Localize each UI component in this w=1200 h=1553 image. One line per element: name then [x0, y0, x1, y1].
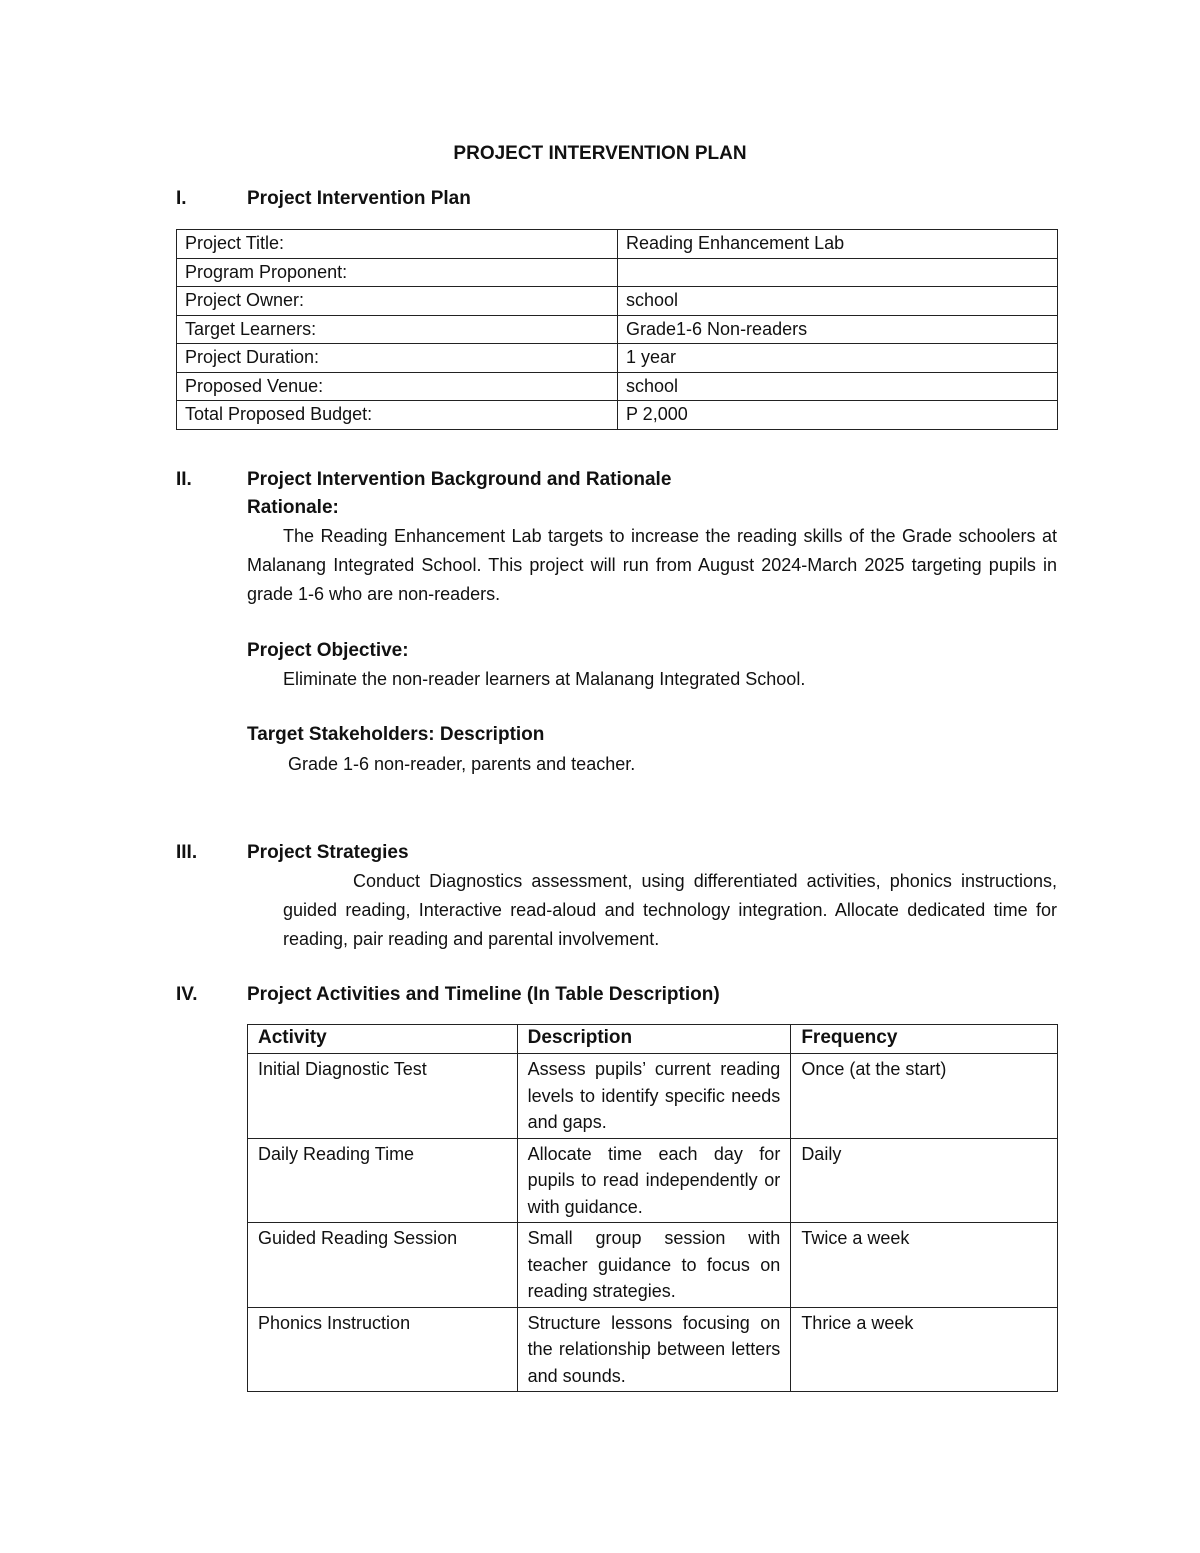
table-cell-label: Proposed Venue:: [177, 372, 618, 401]
column-header-frequency: Frequency: [791, 1025, 1058, 1054]
project-info-table: [176, 229, 1058, 430]
table-cell-label: Target Learners:: [177, 315, 618, 344]
activity-cell: Initial Diagnostic Test: [248, 1054, 518, 1139]
section-2-number: II.: [176, 469, 192, 490]
section-4-number: IV.: [176, 984, 198, 1005]
activity-cell: Daily Reading Time: [248, 1138, 518, 1223]
table-row: [248, 1054, 1058, 1139]
table-cell-label: Program Proponent:: [177, 258, 618, 287]
description-cell: Small group session with teacher guidance to focus on reading strategies.: [517, 1223, 791, 1308]
description-cell: Structure lessons focusing on the relationship between letters and sounds.: [517, 1307, 791, 1392]
table-cell-label: Project Title:: [177, 230, 618, 259]
description-cell: Allocate time each day for pupils to read independently or with guidance.: [517, 1138, 791, 1223]
rationale-heading: Rationale:: [247, 497, 339, 518]
frequency-cell: Once (at the start): [791, 1054, 1058, 1139]
table-cell-value: 1 year: [618, 344, 1058, 373]
stakeholders-text: Grade 1-6 non-reader, parents and teacher.: [288, 754, 636, 774]
table-row: [177, 401, 1058, 430]
table-row: [177, 230, 1058, 259]
table-row: [177, 315, 1058, 344]
description-cell: Assess pupils’ current reading levels to identify specific needs and gaps.: [517, 1054, 791, 1139]
activities-table: [247, 1024, 1058, 1392]
section-2-title: Project Intervention Background and Rationale: [247, 469, 672, 490]
table-cell-value: Grade1-6 Non-readers: [618, 315, 1058, 344]
table-cell-label: Total Proposed Budget:: [177, 401, 618, 430]
stakeholders-heading: Target Stakeholders: Description: [247, 724, 545, 745]
table-row: [248, 1307, 1058, 1392]
table-row: [177, 287, 1058, 316]
activity-cell: Phonics Instruction: [248, 1307, 518, 1392]
section-1-number: I.: [176, 188, 187, 209]
table-cell-label: Project Duration:: [177, 344, 618, 373]
document-title: PROJECT INTERVENTION PLAN: [453, 143, 747, 164]
table-row: [177, 258, 1058, 287]
table-row: [177, 344, 1058, 373]
section-3-title: Project Strategies: [247, 842, 409, 863]
strategies-text: Conduct Diagnostics assessment, using differentiated activities, phonics instructions, guided reading, Interactive read-aloud and technology integration. Allocate dedicated time for reading, pair reading and parental involvement.: [283, 871, 1057, 949]
objective-text: Eliminate the non-reader learners at Malanang Integrated School.: [283, 669, 806, 689]
frequency-cell: Twice a week: [791, 1223, 1058, 1308]
column-header-description: Description: [517, 1025, 791, 1054]
frequency-cell: Thrice a week: [791, 1307, 1058, 1392]
table-cell-label: Project Owner:: [177, 287, 618, 316]
rationale-text: The Reading Enhancement Lab targets to increase the reading skills of the Grade schoolers at Malanang Integrated School. This project will run from August 2024-March 2025 targeting pupils in grade 1-6 who are non-readers.: [247, 526, 1057, 604]
frequency-cell: Daily: [791, 1138, 1058, 1223]
table-cell-value: [618, 258, 1058, 287]
table-row: [177, 372, 1058, 401]
table-header-row: [248, 1025, 1058, 1054]
section-1-title: Project Intervention Plan: [247, 188, 471, 209]
section-3-number: III.: [176, 842, 198, 863]
activity-cell: Guided Reading Session: [248, 1223, 518, 1308]
table-cell-value: P 2,000: [618, 401, 1058, 430]
section-4-title: Project Activities and Timeline (In Table Description): [247, 984, 720, 1005]
table-row: [248, 1223, 1058, 1308]
column-header-activity: Activity: [248, 1025, 518, 1054]
table-cell-value: Reading Enhancement Lab: [618, 230, 1058, 259]
objective-heading: Project Objective:: [247, 640, 409, 661]
table-cell-value: school: [618, 372, 1058, 401]
table-row: [248, 1138, 1058, 1223]
table-cell-value: school: [618, 287, 1058, 316]
